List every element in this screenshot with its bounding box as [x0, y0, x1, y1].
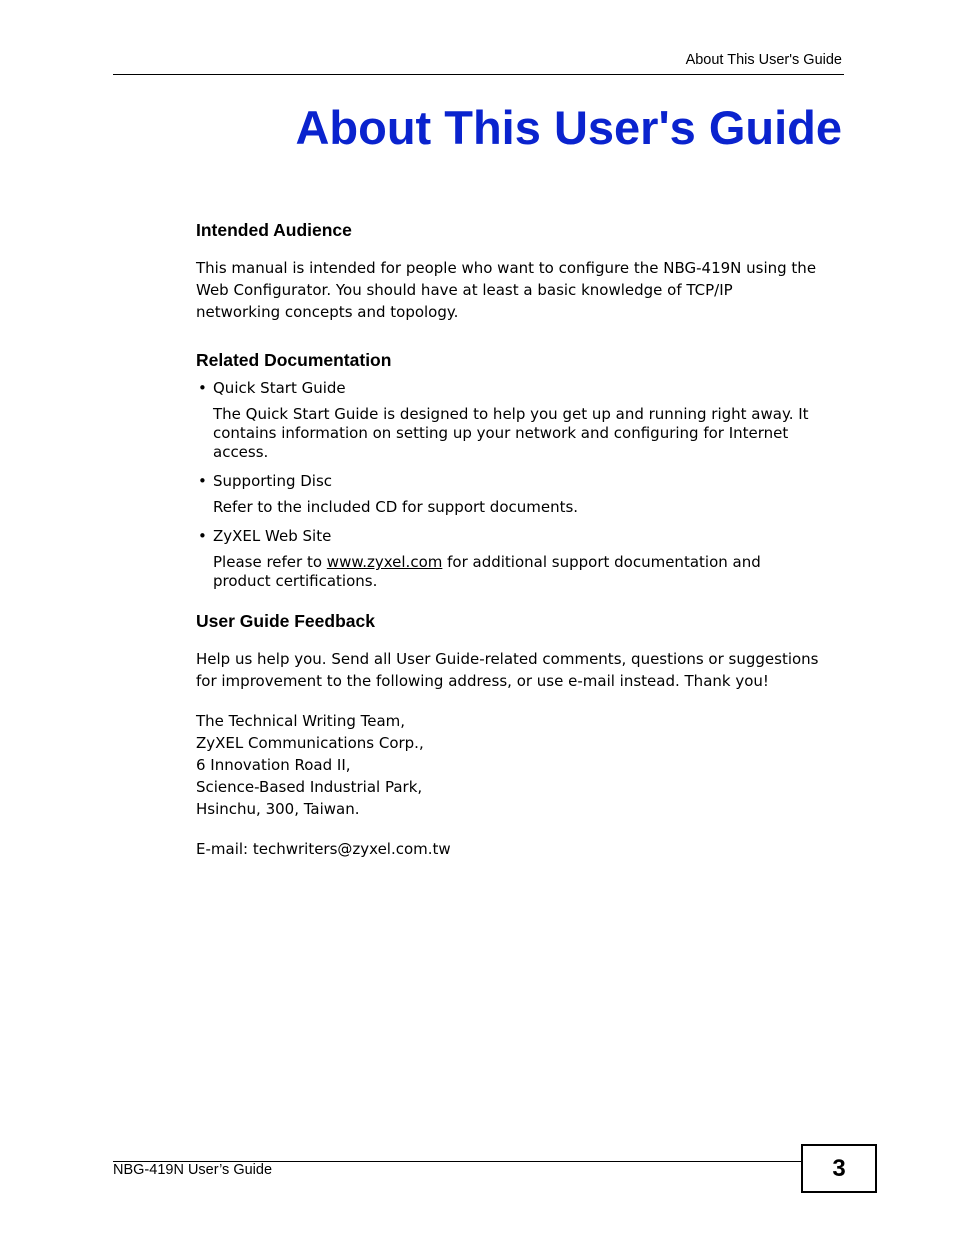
paragraph-line: This manual is intended for people who want to configure the NBG-419N using the — [196, 259, 817, 277]
doc-name-label: Quick Start Guide — [213, 379, 346, 397]
intended-audience-paragraph — [196, 257, 846, 323]
feedback-paragraph — [196, 648, 846, 692]
page-title: About This User's Guide — [295, 101, 842, 154]
related-documentation-heading: Related Documentation — [196, 350, 392, 370]
bullet-icon: • — [198, 527, 207, 545]
doc-name-label: ZyXEL Web Site — [213, 527, 332, 545]
description-line: Refer to the included CD for support documents. — [213, 498, 579, 516]
paragraph-line: Web Configurator. You should have at least a basic knowledge of TCP/IP — [196, 281, 733, 299]
paragraph-line: networking concepts and topology. — [196, 303, 459, 321]
running-header-title: About This User's Guide — [685, 52, 842, 68]
page-number: 3 — [832, 1154, 846, 1182]
doc-description — [196, 498, 846, 517]
doc-name — [196, 377, 846, 399]
address-line: Hsinchu, 300, Taiwan. — [196, 800, 360, 818]
address-line: 6 Innovation Road II, — [196, 756, 351, 774]
address-line: The Technical Writing Team, — [196, 712, 406, 730]
description-line: access. — [213, 443, 269, 461]
doc-name — [196, 470, 846, 492]
zyxel-website-link[interactable]: www.zyxel.com — [326, 553, 443, 571]
address-line: Science-Based Industrial Park, — [196, 778, 423, 796]
list-item — [196, 470, 846, 517]
feedback-email: E-mail: techwriters@zyxel.com.tw — [196, 840, 451, 858]
paragraph-line: for improvement to the following address, or use e-mail instead. Thank you! — [196, 672, 769, 690]
user-guide-feedback-heading: User Guide Feedback — [196, 611, 375, 631]
footer-guide-name: NBG-419N User’s Guide — [113, 1162, 273, 1178]
bullet-icon: • — [198, 472, 207, 490]
list-item — [196, 525, 846, 591]
related-documentation-list — [196, 377, 846, 591]
paragraph-line: Help us help you. Send all User Guide-related comments, questions or suggestions — [196, 650, 819, 668]
mailing-address — [196, 710, 846, 820]
description-line — [213, 553, 846, 572]
header-rule — [113, 74, 844, 75]
description-prefix: Please refer to — [213, 553, 327, 571]
doc-description — [196, 553, 846, 591]
list-item — [196, 377, 846, 462]
description-suffix: for additional support documentation and — [442, 553, 761, 571]
page-number-box — [801, 1144, 877, 1193]
doc-name-label: Supporting Disc — [213, 472, 333, 490]
doc-description — [196, 405, 846, 462]
doc-name — [196, 525, 846, 547]
main-content — [196, 218, 846, 860]
intended-audience-heading: Intended Audience — [196, 220, 352, 240]
description-line: product certifications. — [213, 572, 378, 590]
address-line: ZyXEL Communications Corp., — [196, 734, 424, 752]
bullet-icon: • — [198, 379, 207, 397]
description-line: The Quick Start Guide is designed to help you get up and running right away. It — [213, 405, 809, 423]
description-line: contains information on setting up your network and configuring for Internet — [213, 424, 789, 442]
